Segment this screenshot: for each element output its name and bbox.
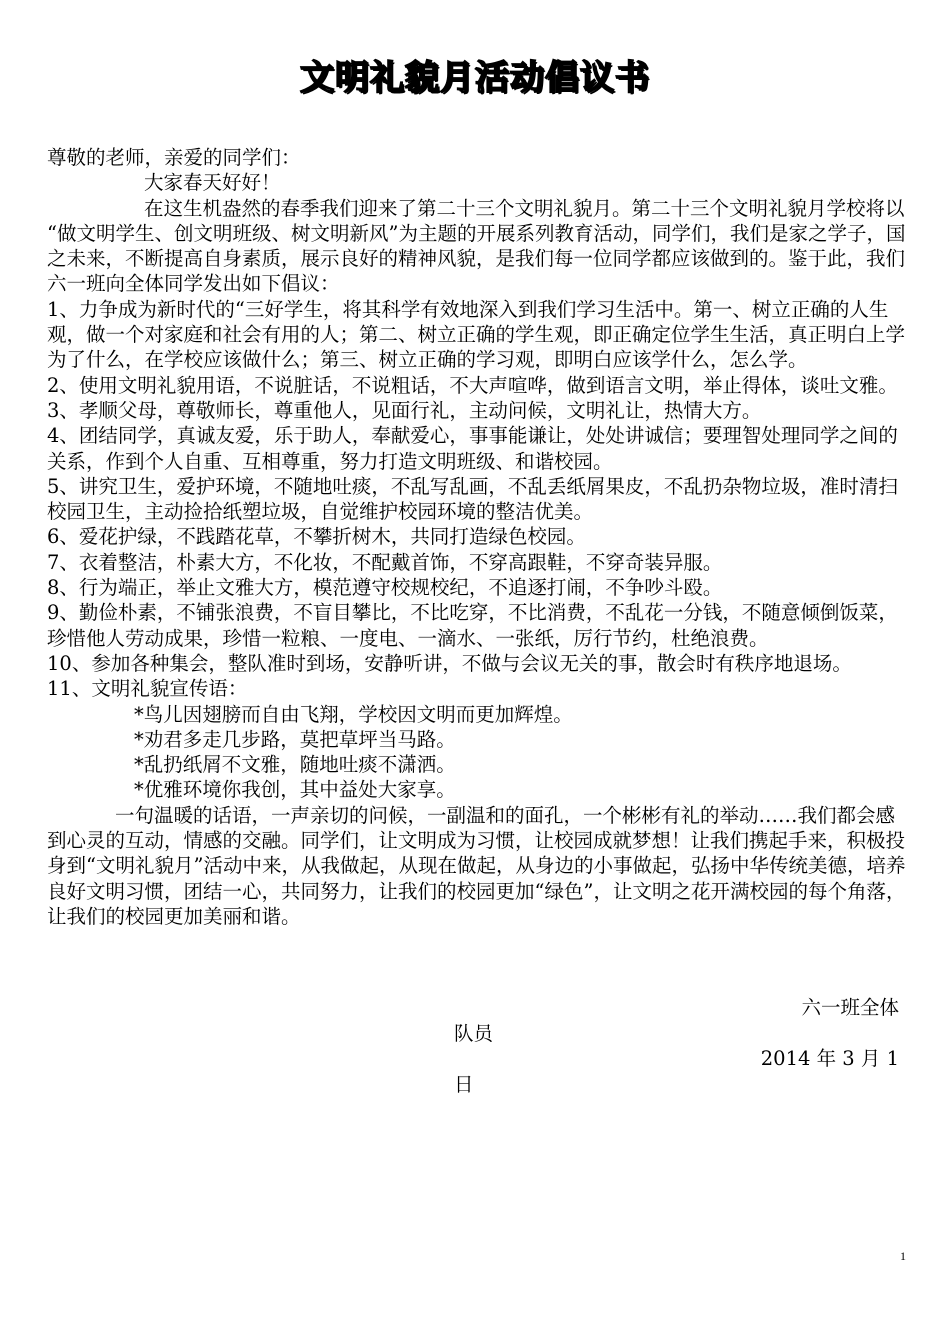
proposal-item-10: 10、参加各种集会，整队准时到场，安静听讲，不做与会议无关的事，散会时有秩序地退场。 (47, 651, 852, 675)
proposal-item-7: 7、衣着整洁，朴素大方，不化妆，不配戴首饰，不穿高跟鞋，不穿奇装异服。 (47, 550, 723, 574)
signature-line-2: 队员 (454, 1022, 494, 1045)
signature-line-1: 六一班全体 (801, 996, 899, 1019)
slogan-2: *劝君多走几步路，莫把草坪当马路。 (134, 727, 456, 751)
slogan-1: *鸟儿因翅膀而自由飞翔，学校因文明而更加辉煌。 (134, 702, 573, 726)
proposal-item-2: 2、使用文明礼貌用语，不说脏话，不说粗话，不大声喧哗，做到语言文明，举止得体，谈吐文雅。 (47, 373, 898, 397)
proposal-item-4: 4、团结同学，真诚友爱，乐于助人，奉献爱心，事事能谦让，处处讲诚信；要理智处理同学之间的关系，作到个人自重、互相尊重，努力打造文明班级、和谐校园。 (47, 424, 898, 473)
proposal-item-11: 11、文明礼貌宣传语： (47, 677, 248, 701)
document-title: 文明礼貌月活动倡议书 (300, 58, 650, 98)
proposal-item-5: 5、讲究卫生，爱护环境，不随地吐痰，不乱写乱画，不乱丢纸屑果皮，不乱扔杂物垃圾，准时清扫校园卫生，主动捡拾纸塑垃圾，自觉维护校园环境的整洁优美。 (47, 474, 898, 524)
intro-paragraph: 在这生机盎然的春季我们迎来了第二十三个文明礼貌月。第二十三个文明礼貌月学校将以 “做文明学生、创文明班级、树文明新风”为主题的开展系列教育活动，同学们，我们是家之学子，国之未来，不断提高自身素质，展示良好的精神风貌，是我们每一位同学都应该做到的。鉴于此，我们六一班向全体同学发出如下倡议： (47, 196, 906, 296)
greeting: 大家春天好好！ (144, 171, 281, 195)
proposal-item-6: 6、爱花护绿，不践踏花草，不攀折树木，共同打造绿色校园。 (47, 525, 586, 549)
closing-paragraph: 一句温暖的话语，一声亲切的问候，一副温和的面孔，一个彬彬有礼的举动……我们都会感到心灵的互动，情感的交融。同学们，让文明成为习惯，让校园成就梦想！让我们携起手来，积极投身到“文明礼貌月”活动中来，从我做起，从现在做起，从身边的小事做起，弘扬中华传统美德，培养良好文明习惯，团结一心，共同努力，让我们的校园更加“绿色”，让文明之花开满校园的每个角落，让我们的校园更加美丽和谐。 (47, 803, 906, 928)
proposal-item-8: 8、行为端正，举止文雅大方，模范遵守校规校纪，不追逐打闹，不争吵斗殴。 (47, 576, 723, 600)
slogan-3: *乱扔纸屑不文雅，随地吐痰不潇洒。 (134, 753, 456, 777)
slogan-4: *优雅环境你我创，其中益处大家享。 (134, 778, 456, 802)
proposal-item-1: 1、力争成为新时代的“三好学生，将其科学有效地深入到我们学习生活中。第一、树立正确的人生观，做一个对家庭和社会有用的人；第二、树立正确的学生观，即正确定位学生生活，真正明白上学为了什么，在学校应该做什么；第三、树立正确的学习观，即明白应该学什么，怎么学。 (47, 297, 906, 372)
page-number: 1 (900, 1249, 906, 1263)
signature-date-continuation: 日 (454, 1073, 474, 1096)
proposal-item-3: 3、孝顺父母，尊敬师长，尊重他人，见面行礼，主动问候，文明礼让，热情大方。 (47, 398, 762, 422)
signature-date: 2014 年 3 月 1 (760, 1047, 899, 1070)
proposal-item-9: 9、勤俭朴素，不铺张浪费，不盲目攀比，不比吃穿，不比消费，不乱花一分钱，不随意倾倒饭菜，珍惜他人劳动成果，珍惜一粒粮、一度电、一滴水、一张纸，厉行节约，杜绝浪费。 (47, 601, 898, 650)
document-body (47, 145, 909, 929)
salutation: 尊敬的老师，亲爱的同学们： (47, 146, 301, 169)
